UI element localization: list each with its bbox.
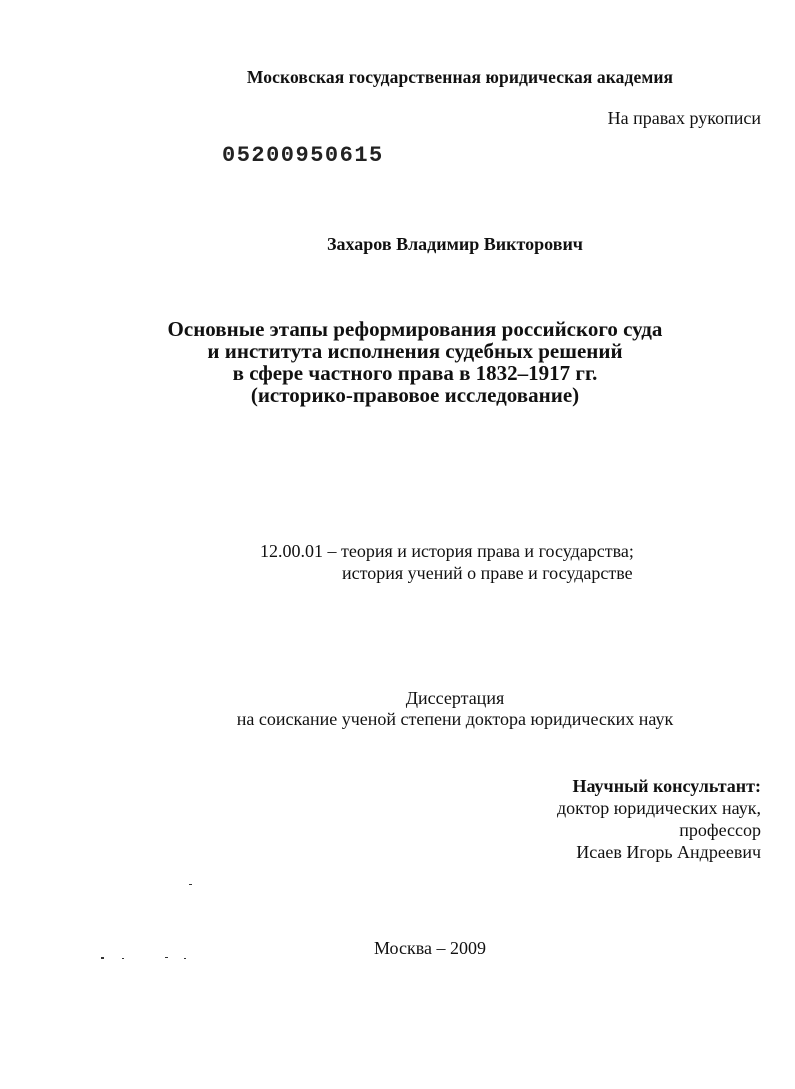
specialty-line: история учений о праве и государстве	[342, 563, 633, 583]
advisor-degree: доктор юридических наук,	[557, 798, 761, 818]
specialty-line: 12.00.01 – теория и история права и государства;	[260, 541, 634, 561]
title-line: Основные этапы реформирования российского суда	[167, 317, 663, 341]
city-year: Москва – 2009	[374, 938, 486, 958]
degree-sought: на соискание ученой степени доктора юридических наук	[236, 709, 674, 729]
author-name: Захаров Владимир Викторович	[327, 234, 583, 254]
advisor-name: Исаев Игорь Андреевич	[576, 842, 761, 862]
advisor-heading: Научный консультант:	[572, 776, 761, 796]
scan-speck	[122, 958, 124, 959]
specialty-code	[260, 540, 634, 584]
scan-speck	[184, 958, 186, 959]
catalog-code: 05200950615	[222, 143, 384, 168]
scan-speck	[165, 957, 168, 958]
title-line: и института исполнения судебных решений	[207, 339, 623, 363]
dissertation-label: Диссертация	[405, 688, 505, 708]
scan-speck	[189, 884, 192, 885]
dissertation-title	[0, 318, 795, 406]
institution-name: Московская государственная юридическая академия	[246, 67, 674, 87]
title-line: (историко-правовое исследование)	[250, 383, 580, 407]
manuscript-rights-note: На правах рукописи	[607, 108, 761, 128]
scientific-advisor	[557, 775, 761, 863]
title-line: в сфере частного права в 1832–1917 гг.	[232, 361, 598, 385]
dissertation-type	[0, 688, 795, 730]
scan-speck	[101, 957, 104, 959]
advisor-rank: профессор	[679, 820, 761, 840]
